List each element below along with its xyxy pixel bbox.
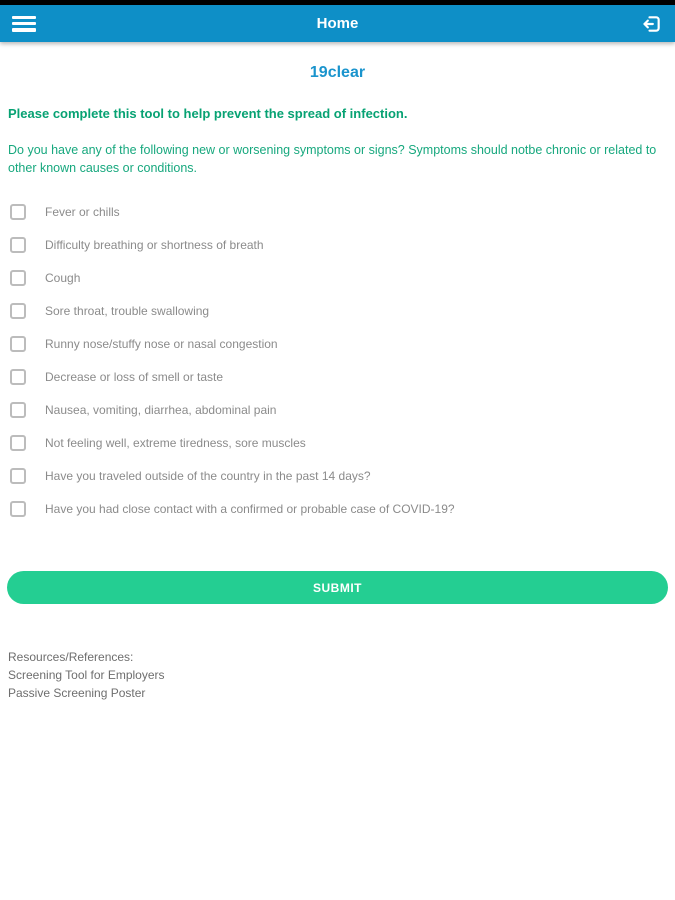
checklist-item-close-contact[interactable]: [8, 492, 667, 525]
checkbox[interactable]: [10, 303, 26, 319]
checklist-item-cough[interactable]: [8, 261, 667, 294]
checkbox[interactable]: [10, 270, 26, 286]
screening-form: [0, 106, 675, 525]
checkbox-label: Have you had close contact with a confirmed or probable case of COVID-19?: [45, 501, 455, 516]
question-text: Do you have any of the following new or worsening symptoms or signs? Symptoms should notbe chronic or related to other known causes or conditions.: [8, 143, 657, 175]
submit-button[interactable]: SUBMIT: [7, 571, 668, 604]
resources-heading: Resources/References:: [8, 650, 134, 664]
checklist-item-sore-throat[interactable]: [8, 294, 667, 327]
checklist-item-nausea[interactable]: [8, 393, 667, 426]
checklist-item-breathing[interactable]: [8, 228, 667, 261]
page-title: 19clear: [309, 64, 366, 81]
checkbox-label: Decrease or loss of smell or taste: [45, 369, 224, 384]
checkbox[interactable]: [10, 402, 26, 418]
resources-footer: [0, 648, 675, 702]
checkbox[interactable]: [10, 435, 26, 451]
checkbox[interactable]: [10, 468, 26, 484]
symptom-checklist: [8, 195, 667, 525]
resource-link-screening-tool[interactable]: Screening Tool for Employers: [8, 668, 165, 682]
checkbox-label: Nausea, vomiting, diarrhea, abdominal pain: [45, 402, 277, 417]
app-bar: [0, 5, 675, 42]
checkbox[interactable]: [10, 237, 26, 253]
checkbox-label: Cough: [45, 270, 81, 285]
checkbox[interactable]: [10, 501, 26, 517]
checkbox-label: Difficulty breathing or shortness of breath: [45, 237, 264, 252]
appbar-title: Home: [316, 15, 359, 32]
resource-link-passive-poster[interactable]: Passive Screening Poster: [8, 686, 146, 700]
checklist-item-smell-taste[interactable]: [8, 360, 667, 393]
intro-text: Please complete this tool to help prevent the spread of infection.: [8, 106, 408, 121]
checkbox-label: Sore throat, trouble swallowing: [45, 303, 210, 318]
hamburger-menu-icon[interactable]: [12, 16, 36, 32]
checklist-item-runny-nose[interactable]: [8, 327, 667, 360]
checkbox[interactable]: [10, 204, 26, 220]
checklist-item-fever[interactable]: [8, 195, 667, 228]
logout-icon[interactable]: [641, 13, 663, 35]
checkbox[interactable]: [10, 369, 26, 385]
checklist-item-travel[interactable]: [8, 459, 667, 492]
checkbox[interactable]: [10, 336, 26, 352]
checklist-item-tiredness[interactable]: [8, 426, 667, 459]
checkbox-label: Have you traveled outside of the country in the past 14 days?: [45, 468, 371, 483]
checkbox-label: Fever or chills: [45, 204, 120, 219]
checkbox-label: Not feeling well, extreme tiredness, sore muscles: [45, 435, 306, 450]
checkbox-label: Runny nose/stuffy nose or nasal congestion: [45, 336, 278, 351]
